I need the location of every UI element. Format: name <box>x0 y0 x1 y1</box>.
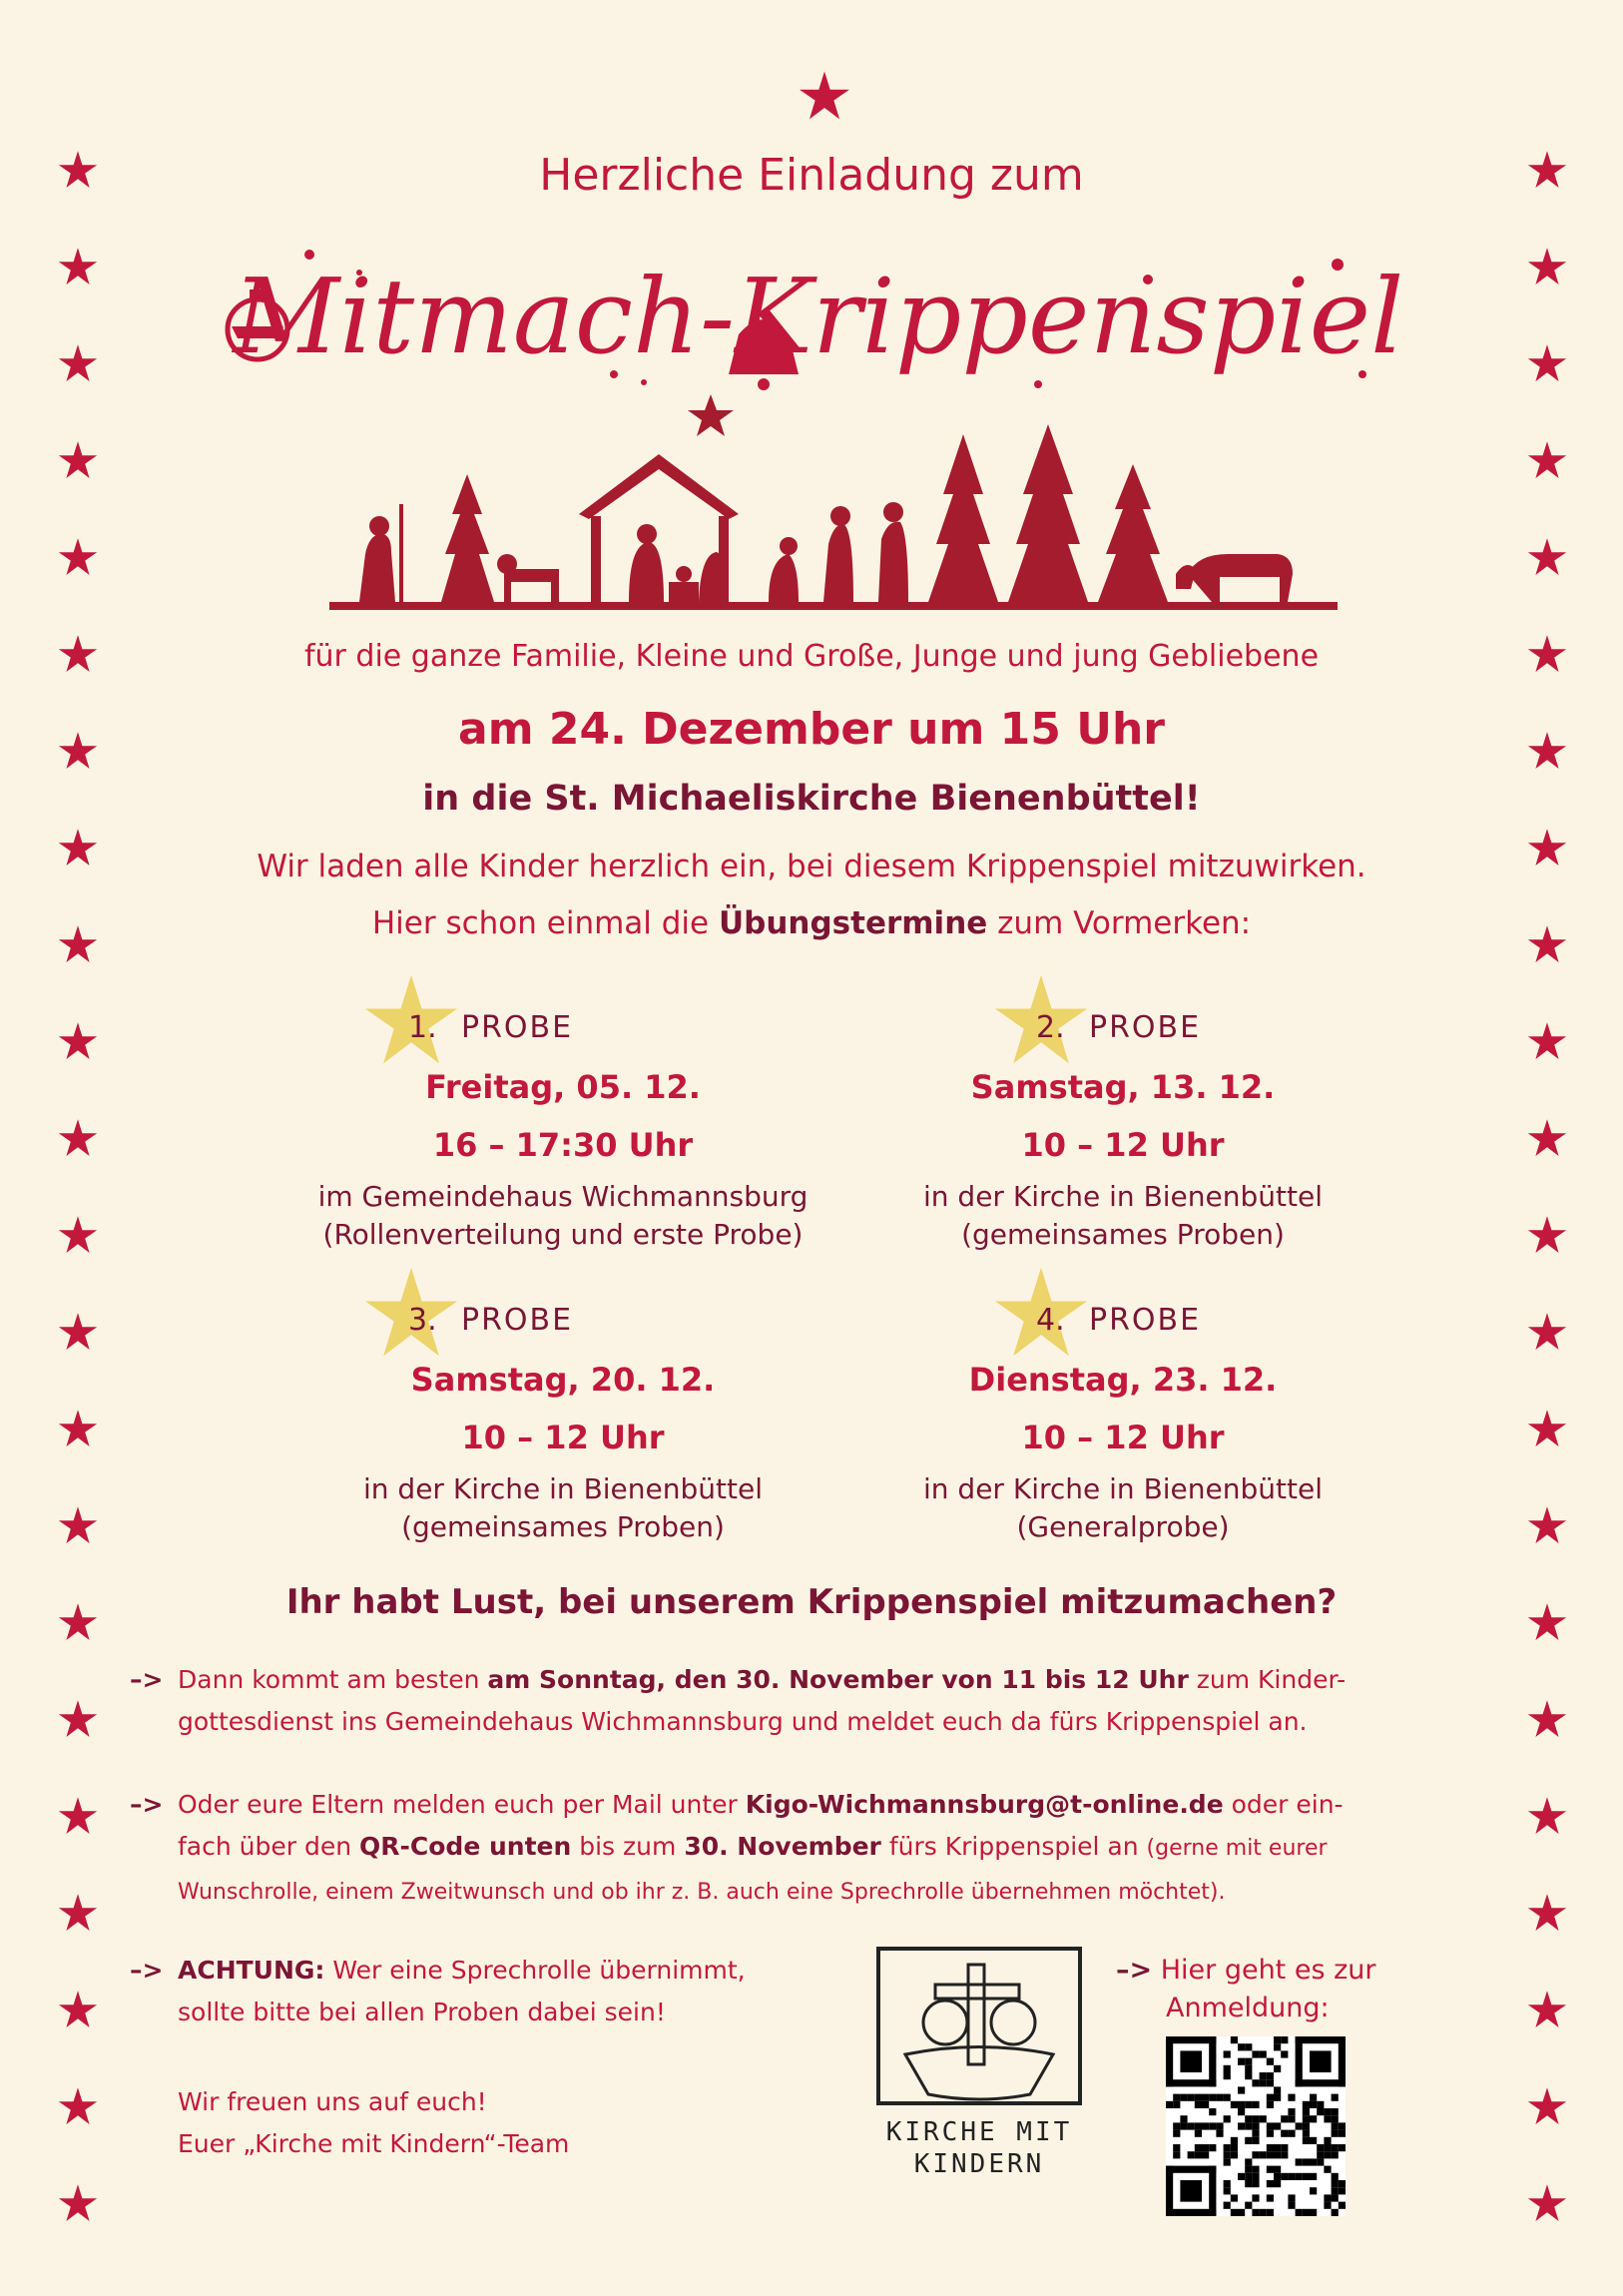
nativity-scene-illustration <box>329 394 1338 619</box>
border-star-icon <box>58 1699 98 1739</box>
border-star-icon <box>1527 1699 1567 1739</box>
right-star-border <box>1527 0 1587 2296</box>
left-star-border <box>58 0 118 2296</box>
email-link[interactable]: Kigo-Wichmannsburg@t-online.de <box>745 1790 1224 1819</box>
probe-label: PROBE <box>1089 1010 1202 1045</box>
border-star-icon <box>58 2183 98 2223</box>
border-star-icon <box>1527 1021 1567 1061</box>
info-paragraph-1: –> Dann kommt am besten am Sonntag, den 30. November von 11 bis 12 Uhr zum Kinder- gottesdienst ins Gemeindehaus Wichmannsburg und meldet euch da fürs Krippenspiel an. <box>130 1659 1507 1743</box>
border-star-icon <box>58 1990 98 2029</box>
probe-time: 10 – 12 Uhr <box>1021 1126 1225 1164</box>
border-star-icon <box>1527 1118 1567 1158</box>
border-star-icon <box>58 343 98 383</box>
border-star-icon <box>1527 343 1567 383</box>
probe-3 <box>283 1291 842 1546</box>
invitation-text: Wir laden alle Kinder herzlich ein, bei diesem Krippenspiel mitzuwirken. <box>257 849 1366 884</box>
qr-code[interactable] <box>1166 2036 1346 2216</box>
logo-text-line-2: KINDERN <box>913 2149 1045 2179</box>
probe-day: Freitag, 05. 12. <box>425 1068 701 1106</box>
probe-note: (Rollenverteilung und erste Probe) <box>322 1218 804 1251</box>
kirche-mit-kindern-logo <box>870 1945 1088 2182</box>
border-star-icon <box>1527 1796 1567 1836</box>
title-mitmach-krippenspiel <box>220 235 1407 399</box>
probe-place: in der Kirche in Bienenbüttel <box>363 1472 763 1505</box>
probe-note: (Generalprobe) <box>1016 1510 1230 1543</box>
border-star-icon <box>1527 2183 1567 2223</box>
arrow-icon: –> <box>130 1956 164 1985</box>
probe-day: Dienstag, 23. 12. <box>968 1361 1278 1399</box>
probe-2 <box>843 998 1402 1254</box>
border-star-icon <box>58 1505 98 1545</box>
probe-number: 2. <box>1036 1010 1065 1045</box>
border-star-icon <box>1527 1505 1567 1545</box>
rehearsal-intro: Hier schon einmal die Übungstermine zum Vormerken: <box>371 905 1252 941</box>
border-star-icon <box>1527 440 1567 480</box>
closing-text: Wir freuen uns auf euch! Euer „Kirche mit Kindern“-Team <box>178 2087 570 2158</box>
border-star-icon <box>58 1312 98 1352</box>
border-star-icon <box>1527 537 1567 577</box>
svg-text:Mitmach-Krippenspiel: Mitmach-Krippenspiel <box>233 256 1404 377</box>
logo-text-line-1: KIRCHE MIT <box>885 2117 1073 2147</box>
border-star-icon <box>58 1409 98 1448</box>
probe-note: (gemeinsames Proben) <box>961 1218 1285 1251</box>
border-star-icon <box>1527 247 1567 287</box>
probe-4 <box>843 1291 1402 1546</box>
probe-label: PROBE <box>461 1010 574 1045</box>
arrow-icon: –> <box>130 1790 164 1819</box>
border-star-icon <box>58 1118 98 1158</box>
arrow-icon: –> <box>1116 1955 1153 1986</box>
probe-place: in der Kirche in Bienenbüttel <box>923 1472 1323 1505</box>
probe-label: PROBE <box>461 1303 574 1338</box>
border-star-icon <box>1527 1990 1567 2029</box>
event-location: in die St. Michaeliskirche Bienenbüttel! <box>422 779 1201 819</box>
probe-place: im Gemeindehaus Wichmannsburg <box>317 1180 809 1213</box>
probe-note: (gemeinsames Proben) <box>401 1510 725 1543</box>
border-star-icon <box>1527 1893 1567 1933</box>
probe-number: 1. <box>408 1010 437 1045</box>
top-star-icon <box>799 70 850 122</box>
probe-time: 10 – 12 Uhr <box>461 1419 665 1456</box>
probe-time: 16 – 17:30 Uhr <box>432 1126 694 1164</box>
probe-place: in der Kirche in Bienenbüttel <box>923 1180 1323 1213</box>
border-star-icon <box>58 1021 98 1061</box>
info-paragraph-3: –> ACHTUNG: Wer eine Sprechrolle übernimmt, sollte bitte bei allen Proben dabei sein! <box>130 1950 878 2033</box>
probe-time: 10 – 12 Uhr <box>1021 1419 1225 1456</box>
probe-number: 4. <box>1036 1303 1065 1338</box>
border-star-icon <box>58 1893 98 1933</box>
border-star-icon <box>58 440 98 480</box>
border-star-icon <box>1527 1312 1567 1352</box>
probe-1 <box>283 998 842 1254</box>
invitation-heading: Herzliche Einladung zum <box>539 150 1084 201</box>
probe-label: PROBE <box>1089 1303 1202 1338</box>
arrow-icon: –> <box>130 1665 164 1694</box>
border-star-icon <box>58 247 98 287</box>
probe-number: 3. <box>408 1303 437 1338</box>
border-star-icon <box>58 537 98 577</box>
audience-line: für die ganze Familie, Kleine und Große, Junge und jung Gebliebene <box>303 639 1320 674</box>
border-star-icon <box>58 1215 98 1255</box>
info-paragraph-2: –> Oder eure Eltern melden euch per Mail unter Kigo-Wichmannsburg@t-online.de oder ein- fach über den QR-Code unten bis zum 30. November fürs Krippenspiel an (gerne mit eurer Wunschrolle, einem Zweitwunsch und ob ihr z. B. auch eine Sprechrolle übernehmen möchtet). <box>130 1784 1507 1914</box>
probe-day: Samstag, 20. 12. <box>410 1361 716 1399</box>
logo-drawing <box>870 1945 1088 2109</box>
border-star-icon <box>58 1796 98 1836</box>
question-heading: Ihr habt Lust, bei unserem Krippenspiel mitzumachen? <box>285 1582 1338 1622</box>
border-star-icon <box>1527 2086 1567 2126</box>
border-star-icon <box>58 2086 98 2126</box>
registration-hint: –> Hier geht es zur Anmeldung: <box>1116 1955 1376 2023</box>
border-star-icon <box>1527 1215 1567 1255</box>
probe-day: Samstag, 13. 12. <box>970 1068 1276 1106</box>
event-date: am 24. Dezember um 15 Uhr <box>458 704 1165 755</box>
border-star-icon <box>1527 1409 1567 1448</box>
